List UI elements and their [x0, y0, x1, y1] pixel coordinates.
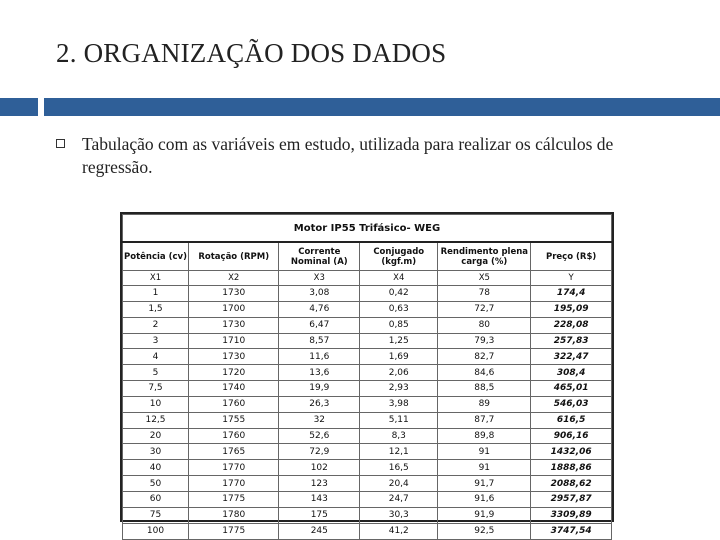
- table-row: [123, 476, 612, 492]
- table-cell: 12,1: [360, 444, 438, 460]
- table-cell: 1: [123, 286, 189, 302]
- variable-label: X4: [360, 271, 438, 286]
- table-cell: 4,76: [279, 301, 360, 317]
- table-cell: 0,63: [360, 301, 438, 317]
- table-row: [123, 349, 612, 365]
- table-cell: 1,69: [360, 349, 438, 365]
- table-cell: 60: [123, 491, 189, 507]
- table-cell: 1,5: [123, 301, 189, 317]
- price-cell: 308,4: [531, 365, 612, 381]
- column-header: Corrente Nominal (A): [279, 242, 360, 271]
- table-cell: 87,7: [438, 412, 531, 428]
- table-row: [123, 523, 612, 539]
- table-cell: 1720: [189, 365, 279, 381]
- table-cell: 3,08: [279, 286, 360, 302]
- table-cell: 1740: [189, 381, 279, 397]
- table-cell: 1755: [189, 412, 279, 428]
- table-row: [123, 333, 612, 349]
- variable-label: Y: [531, 271, 612, 286]
- table-cell: 143: [279, 491, 360, 507]
- table-cell: 1770: [189, 476, 279, 492]
- table-cell: 1760: [189, 428, 279, 444]
- table-cell: 19,9: [279, 381, 360, 397]
- price-cell: 616,5: [531, 412, 612, 428]
- table-cell: 5: [123, 365, 189, 381]
- table-cell: 1775: [189, 523, 279, 539]
- table-cell: 30: [123, 444, 189, 460]
- table-cell: 4: [123, 349, 189, 365]
- price-cell: 2088,62: [531, 476, 612, 492]
- table-cell: 175: [279, 507, 360, 523]
- table-cell: 13,6: [279, 365, 360, 381]
- table-cell: 1730: [189, 317, 279, 333]
- table-cell: 8,3: [360, 428, 438, 444]
- table-cell: 91,9: [438, 507, 531, 523]
- table-cell: 20,4: [360, 476, 438, 492]
- table-cell: 102: [279, 460, 360, 476]
- data-table: [122, 214, 612, 540]
- table-row: [123, 365, 612, 381]
- table-cell: 78: [438, 286, 531, 302]
- column-header: Rendimento plena carga (%): [438, 242, 531, 271]
- table-cell: 3,98: [360, 396, 438, 412]
- price-cell: 1888,86: [531, 460, 612, 476]
- price-cell: 3747,54: [531, 523, 612, 539]
- price-cell: 546,03: [531, 396, 612, 412]
- table-cell: 1760: [189, 396, 279, 412]
- table-cell: 1700: [189, 301, 279, 317]
- price-cell: 257,83: [531, 333, 612, 349]
- table-cell: 82,7: [438, 349, 531, 365]
- table-cell: 10: [123, 396, 189, 412]
- table-cell: 20: [123, 428, 189, 444]
- table-cell: 1780: [189, 507, 279, 523]
- column-header: Conjugado (kgf.m): [360, 242, 438, 271]
- table-cell: 91: [438, 460, 531, 476]
- table-cell: 1730: [189, 349, 279, 365]
- column-header: Potência (cv): [123, 242, 189, 271]
- data-table-frame: [120, 212, 614, 537]
- table-cell: 91,7: [438, 476, 531, 492]
- table-row: [123, 301, 612, 317]
- table-cell: 75: [123, 507, 189, 523]
- table-cell: 80: [438, 317, 531, 333]
- table-cell: 123: [279, 476, 360, 492]
- table-cell: 100: [123, 523, 189, 539]
- table-row: [123, 396, 612, 412]
- column-header: Rotação (RPM): [189, 242, 279, 271]
- table-cell: 40: [123, 460, 189, 476]
- table-cell: 1730: [189, 286, 279, 302]
- price-cell: 174,4: [531, 286, 612, 302]
- table-cell: 72,9: [279, 444, 360, 460]
- table-row: [123, 444, 612, 460]
- table-cell: 0,85: [360, 317, 438, 333]
- table-cell: 0,42: [360, 286, 438, 302]
- table-row: [123, 412, 612, 428]
- table-cell: 8,57: [279, 333, 360, 349]
- table-cell: 92,5: [438, 523, 531, 539]
- price-cell: 906,16: [531, 428, 612, 444]
- table-cell: 30,3: [360, 507, 438, 523]
- table-cell: 72,7: [438, 301, 531, 317]
- price-cell: 2957,87: [531, 491, 612, 507]
- bullet-item: [56, 133, 676, 179]
- price-cell: 3309,89: [531, 507, 612, 523]
- table-row: [123, 428, 612, 444]
- variable-label: X5: [438, 271, 531, 286]
- table-cell: 84,6: [438, 365, 531, 381]
- table-cell: 11,6: [279, 349, 360, 365]
- accent-bar-left: [0, 98, 38, 116]
- table-cell: 32: [279, 412, 360, 428]
- table-row: [123, 286, 612, 302]
- price-cell: 228,08: [531, 317, 612, 333]
- table-cell: 91,6: [438, 491, 531, 507]
- table-cell: 91: [438, 444, 531, 460]
- table-cell: 2,93: [360, 381, 438, 397]
- table-cell: 2,06: [360, 365, 438, 381]
- table-cell: 26,3: [279, 396, 360, 412]
- table-cell: 89,8: [438, 428, 531, 444]
- table-row: [123, 381, 612, 397]
- table-cell: 1710: [189, 333, 279, 349]
- table-cell: 1,25: [360, 333, 438, 349]
- bullet-text: Tabulação com as variáveis em estudo, utilizada para realizar os cálculos de regressão.: [82, 134, 614, 177]
- table-row: [123, 460, 612, 476]
- table-cell: 41,2: [360, 523, 438, 539]
- table-cell: 1765: [189, 444, 279, 460]
- price-cell: 322,47: [531, 349, 612, 365]
- column-header: Preço (R$): [531, 242, 612, 271]
- price-cell: 1432,06: [531, 444, 612, 460]
- table-cell: 245: [279, 523, 360, 539]
- table-cell: 2: [123, 317, 189, 333]
- table-row: [123, 507, 612, 523]
- table-cell: 79,3: [438, 333, 531, 349]
- table-row: [123, 317, 612, 333]
- table-row: [123, 491, 612, 507]
- table-cell: 6,47: [279, 317, 360, 333]
- square-bullet-icon: [56, 139, 65, 148]
- price-cell: 195,09: [531, 301, 612, 317]
- table-cell: 1770: [189, 460, 279, 476]
- table-cell: 7,5: [123, 381, 189, 397]
- accent-bar-right: [44, 98, 720, 116]
- price-cell: 465,01: [531, 381, 612, 397]
- table-cell: 88,5: [438, 381, 531, 397]
- table-cell: 3: [123, 333, 189, 349]
- table-cell: 89: [438, 396, 531, 412]
- variable-label: X2: [189, 271, 279, 286]
- table-cell: 5,11: [360, 412, 438, 428]
- table-cell: 50: [123, 476, 189, 492]
- variable-label: X1: [123, 271, 189, 286]
- table-cell: 16,5: [360, 460, 438, 476]
- table-cell: 24,7: [360, 491, 438, 507]
- table-cell: 52,6: [279, 428, 360, 444]
- table-caption: Motor IP55 Trifásico- WEG: [123, 215, 612, 243]
- slide-title: 2. ORGANIZAÇÃO DOS DADOS: [56, 38, 447, 68]
- table-cell: 1775: [189, 491, 279, 507]
- variable-label: X3: [279, 271, 360, 286]
- table-cell: 12,5: [123, 412, 189, 428]
